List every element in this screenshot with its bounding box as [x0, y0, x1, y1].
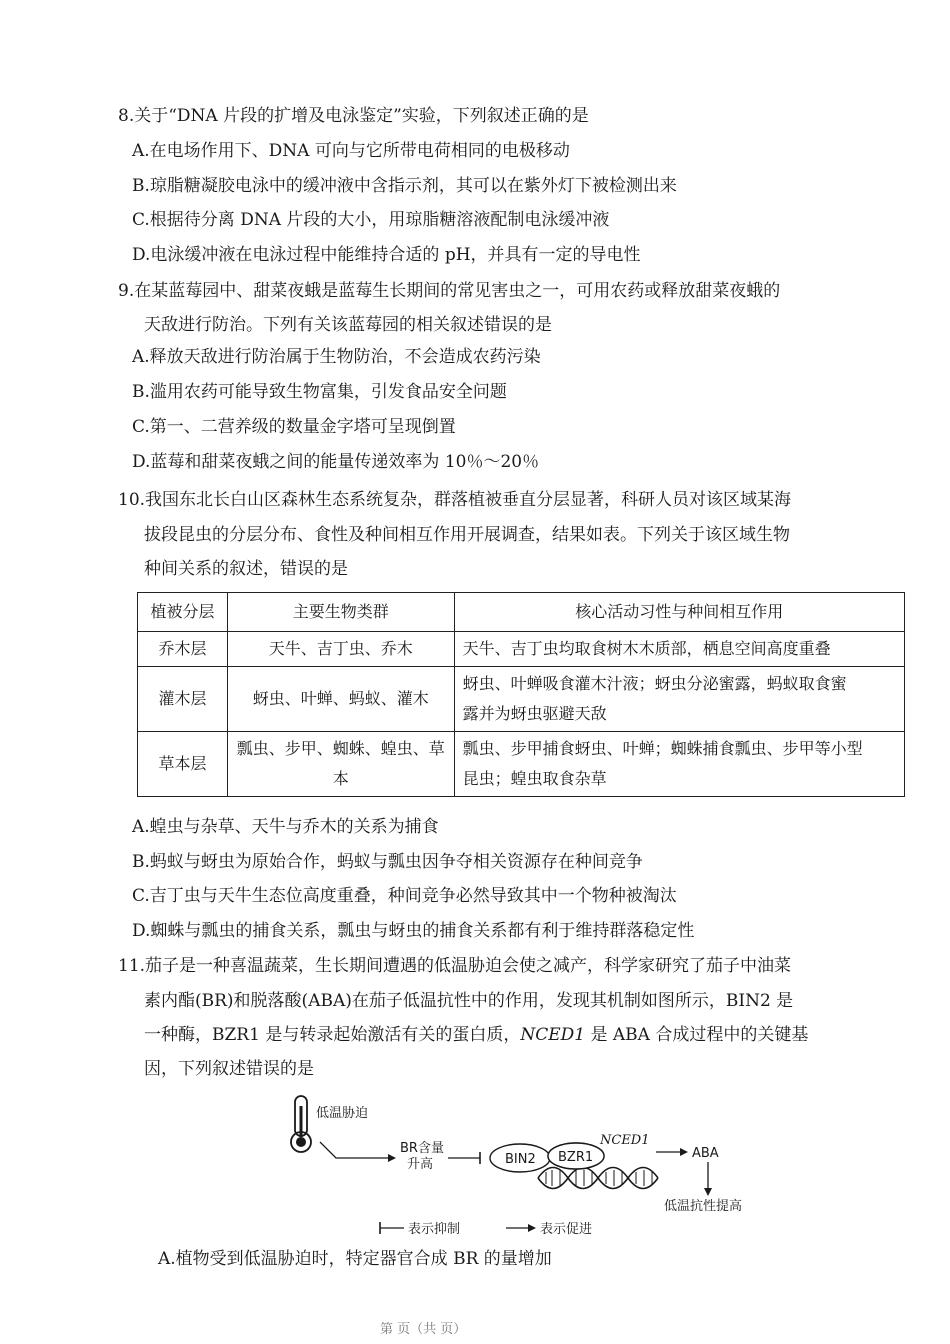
table-cell-habit [454, 632, 904, 667]
q9-option-d: D.蓝莓和甜菜夜蛾之间的能量传递效率为 10％～20％ [132, 452, 540, 472]
q10-stem-line2: 拔段昆虫的分层分布、食性及种间相互作用开展调查，结果如表。下列关于该区域生物 [144, 525, 790, 545]
table-header-cell: 主要生物类群 [227, 593, 454, 632]
q11-stem-line3 [144, 1023, 808, 1047]
q9-option-b: B.滥用农药可能导致生物富集，引发食品安全问题 [132, 382, 507, 402]
arrow-head-icon [528, 1224, 536, 1232]
arrow-head-icon [388, 1154, 396, 1162]
br-level-label: BR含量 [400, 1141, 444, 1156]
cold-stress-label: 低温胁迫 [316, 1106, 369, 1121]
thermometer-icon [291, 1096, 311, 1152]
arrow-head-icon [680, 1148, 688, 1156]
dna-helix-icon [538, 1168, 658, 1189]
insect-layer-table [137, 592, 905, 797]
bzr1-label: BZR1 [558, 1150, 594, 1165]
bin2-label: BIN2 [505, 1152, 536, 1167]
q9-stem-line1: 9.在某蓝莓园中、甜菜夜蛾是蓝莓生长期间的常见害虫之一，可用农药或释放甜菜夜蛾的 [118, 281, 781, 301]
table-cell-habit [454, 732, 904, 797]
q8-option-d: D.电泳缓冲液在电泳过程中能维持合适的 pH，并具有一定的导电性 [132, 245, 641, 265]
q9-stem-line2: 天敌进行防治。下列有关该蓝莓园的相关叙述错误的是 [144, 315, 552, 335]
promote-arrow [320, 1142, 388, 1158]
table-row [138, 667, 905, 732]
table-cell-habit-line: 昆虫；蝗虫取食杂草 [462, 769, 607, 788]
arrow-head-icon [704, 1188, 712, 1196]
q10-stem-line1: 10.我国东北长白山区森林生态系统复杂，群落植被垂直分层显著，科研人员对该区域某海 [118, 490, 792, 510]
table-cell-groups: 天牛、吉丁虫、乔木 [227, 632, 454, 667]
table-cell-habit-line: 蚜虫、叶蝉吸食灌木汁液；蚜虫分泌蜜露，蚂蚁取食蜜 [462, 674, 847, 693]
q8-stem: 8.关于“DNA 片段的扩增及电泳鉴定”实验，下列叙述正确的是 [118, 106, 589, 126]
br-rise-label: 升高 [407, 1157, 434, 1172]
q9-option-c: C.第一、二营养级的数量金字塔可呈现倒置 [132, 417, 456, 437]
table-header-cell: 植被分层 [138, 593, 228, 632]
cold-resistance-label: 低温抗性提高 [664, 1199, 743, 1214]
table-cell-groups: 蚜虫、叶蝉、蚂蚁、灌木 [227, 667, 454, 732]
q8-option-a: A.在电场作用下、DNA 可向与它所带电荷相同的电极移动 [132, 141, 570, 161]
table-cell-habit-line: 瓢虫、步甲捕食蚜虫、叶蝉；蜘蛛捕食瓢虫、步甲等小型 [462, 739, 863, 758]
table-row [138, 632, 905, 667]
q9-option-a: A.释放天敌进行防治属于生物防治，不会造成农药污染 [132, 347, 541, 367]
table-cell-habit-line: 露并为蚜虫驱避天敌 [462, 704, 607, 723]
table-header-row [138, 593, 905, 632]
table-cell-groups: 瓢虫、步甲、蜘蛛、蝗虫、草本 [227, 732, 454, 797]
q10-option-a: A.蝗虫与杂草、天牛与乔木的关系为捕食 [132, 817, 439, 837]
table-cell-layer: 灌木层 [138, 667, 228, 732]
table-cell-habit [454, 667, 904, 732]
table-cell-layer: 草本层 [138, 732, 228, 797]
aba-label: ABA [692, 1146, 719, 1161]
table-row [138, 732, 905, 797]
legend-inhibit-label: 表示抑制 [408, 1222, 461, 1237]
q8-option-b: B.琼脂糖凝胶电泳中的缓冲液中含指示剂，其可以在紫外灯下被检测出来 [132, 176, 677, 196]
q10-option-c: C.吉丁虫与天牛生态位高度重叠，种间竞争必然导致其中一个物种被淘汰 [132, 886, 677, 906]
q10-stem-line3: 种间关系的叙述，错误的是 [144, 559, 348, 579]
q10-option-d: D.蜘蛛与瓢虫的捕食关系，瓢虫与蚜虫的捕食关系都有利于维持群落稳定性 [132, 921, 695, 941]
table-cell-habit-line: 天牛、吉丁虫均取食树木木质部，栖息空间高度重叠 [462, 639, 831, 658]
table-header-cell: 核心活动习性与种间相互作用 [454, 593, 904, 632]
mechanism-diagram [280, 1092, 800, 1242]
q8-option-c: C.根据待分离 DNA 片段的大小，用琼脂糖溶液配制电泳缓冲液 [132, 210, 610, 230]
legend-promote-label: 表示促进 [540, 1222, 593, 1237]
q10-option-b: B.蚂蚁与蚜虫为原始合作，蚂蚁与瓢虫因争夺相关资源存在种间竞争 [132, 852, 643, 872]
q11-stem-line3-a: 一种酶，BZR1 是与转录起始激活有关的蛋白质， [144, 1025, 521, 1045]
page-footer: 第 页（共 页） [380, 1322, 467, 1337]
gene-name: NCED1 [520, 1025, 586, 1045]
q11-stem-line4: 因，下列叙述错误的是 [144, 1059, 314, 1079]
q11-stem-line3-b: 是 ABA 合成过程中的关键基 [585, 1025, 809, 1045]
q11-option-a: A.植物受到低温胁迫时，特定器官合成 BR 的量增加 [158, 1249, 552, 1269]
table-cell-layer: 乔木层 [138, 632, 228, 667]
nced1-gene-label: NCED1 [600, 1133, 650, 1148]
q11-stem-line2: 素内酯(BR)和脱落酸(ABA)在茄子低温抗性中的作用，发现其机制如图所示，BIN2 是 [144, 991, 794, 1011]
q11-stem-line1: 11.茄子是一种喜温蔬菜，生长期间遭遇的低温胁迫会使之减产，科学家研究了茄子中油菜 [118, 956, 792, 976]
